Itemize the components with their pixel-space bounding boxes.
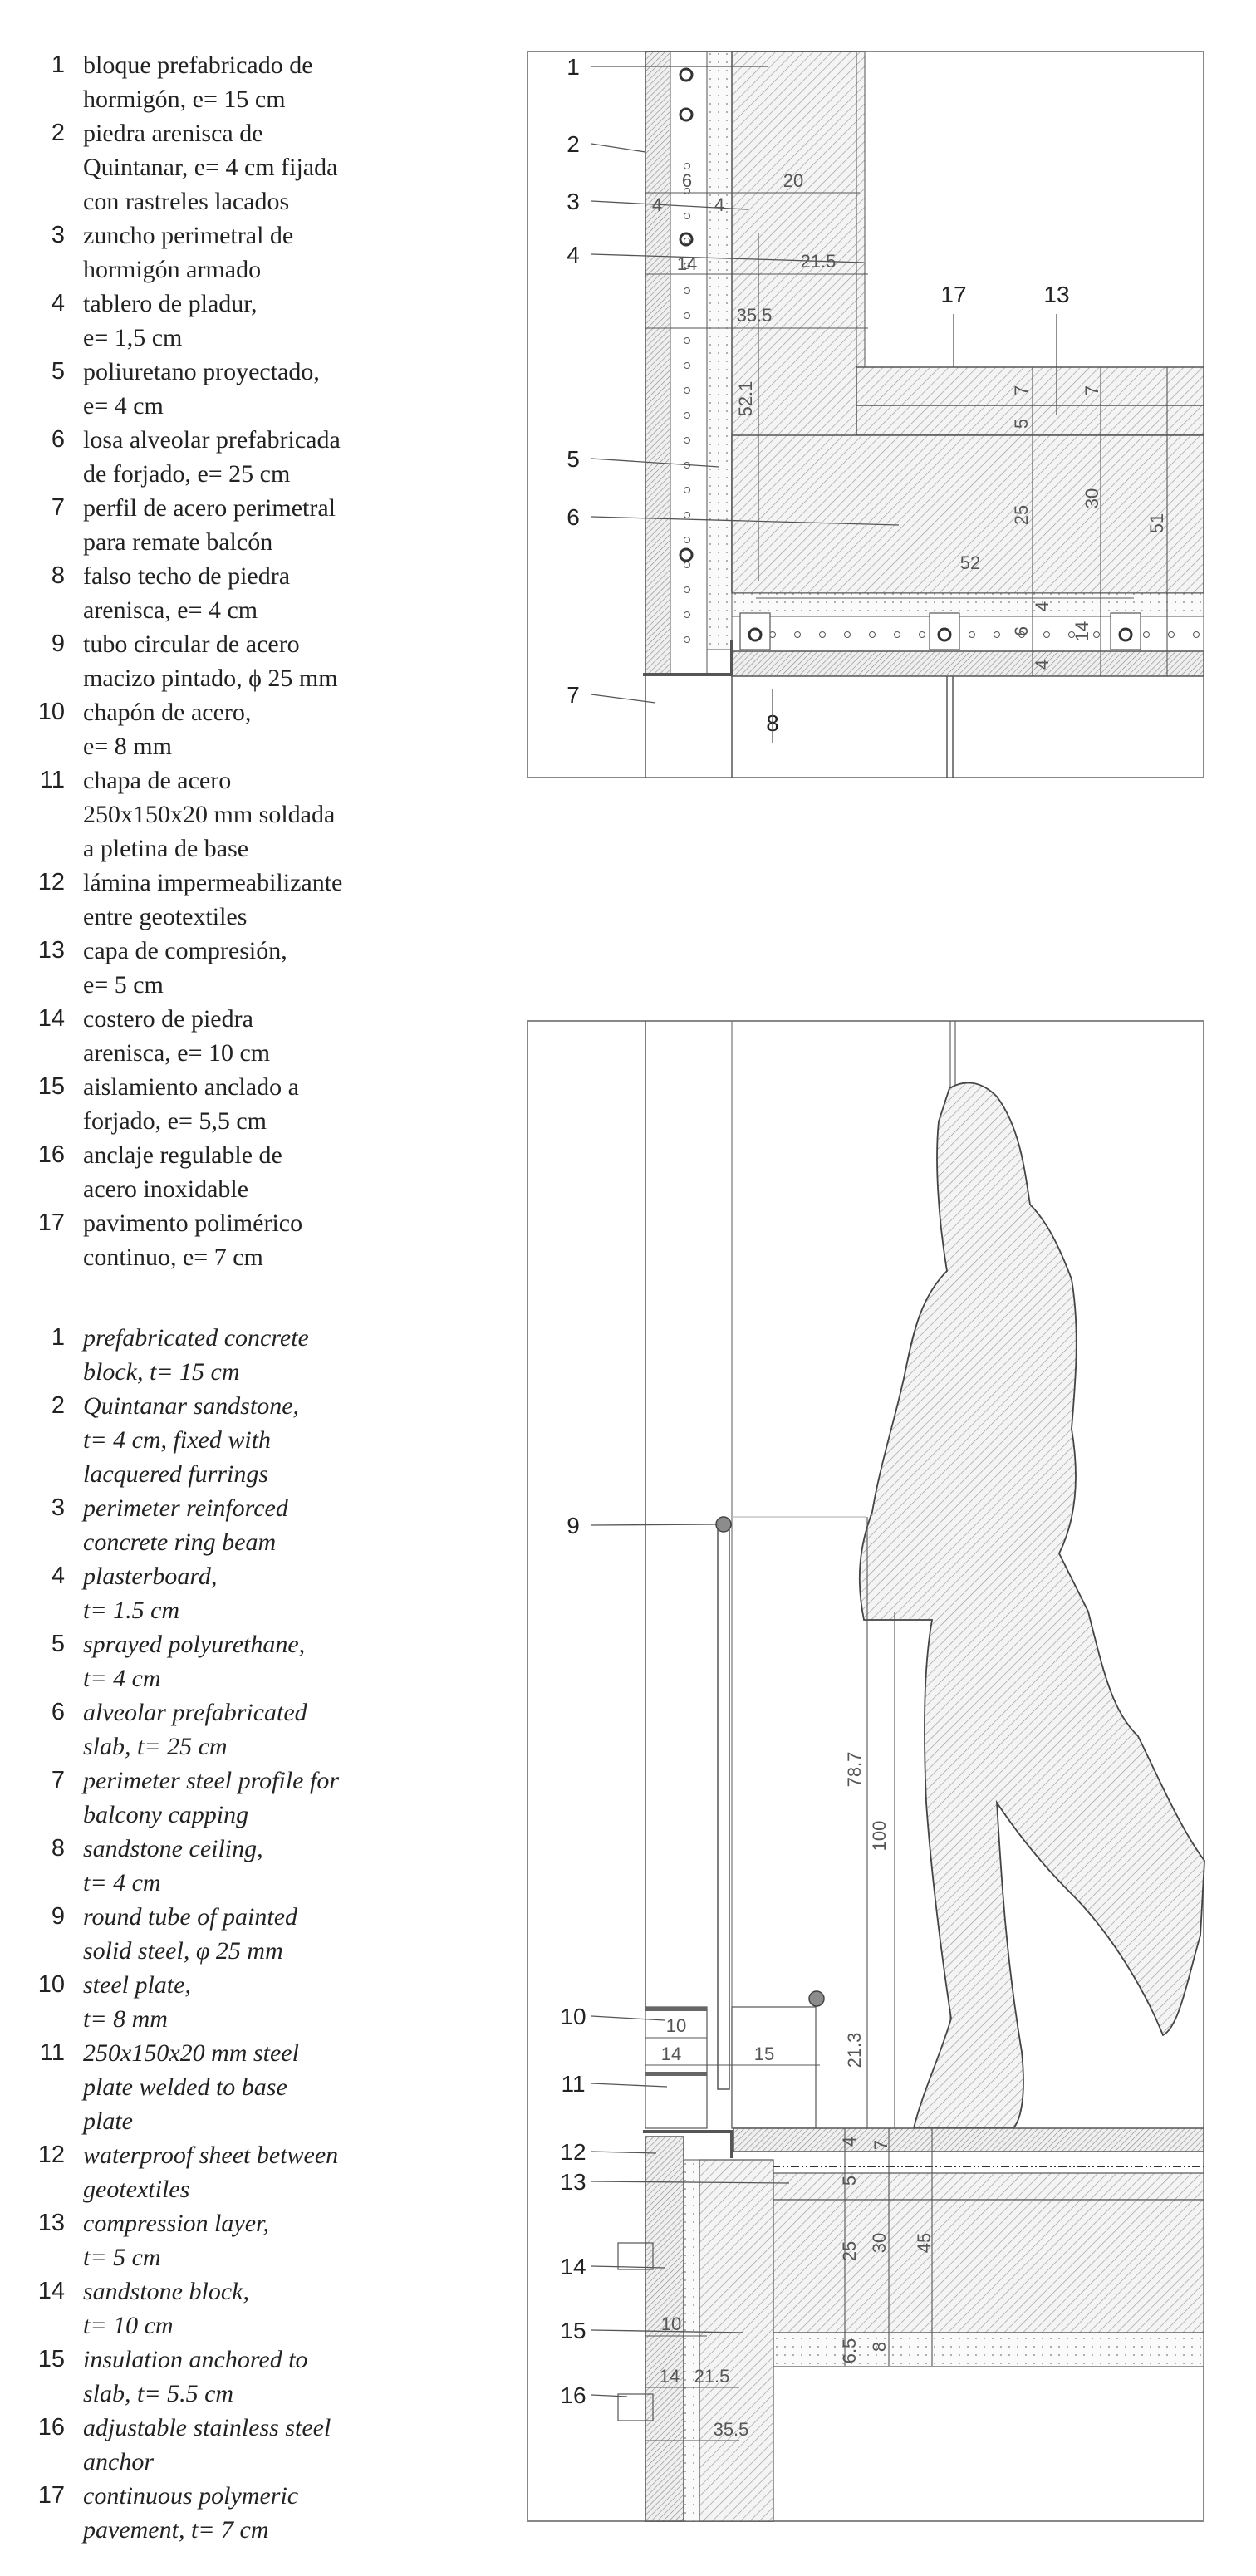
legend-number: 3 (51, 222, 65, 248)
alveolar-slab (733, 2200, 1204, 2333)
legend-number: 2 (51, 1392, 65, 1419)
callout-number: 6 (567, 504, 580, 530)
dimension-label: 6 (1011, 626, 1032, 637)
callout-number: 16 (560, 2382, 586, 2408)
callout-number: 13 (560, 2169, 586, 2195)
perforation (845, 632, 851, 638)
legend-text: aislamiento anclado a forjado, e= 5,5 cm (83, 1073, 299, 1135)
perforation (684, 513, 690, 518)
dimension-label: 5 (1011, 418, 1032, 429)
callout (567, 131, 645, 157)
dimension-label: 6.5 (839, 2338, 860, 2364)
callout-number: 15 (560, 2318, 586, 2343)
legend-text: tablero de pladur, e= 1,5 cm (83, 290, 258, 351)
plasterboard (856, 52, 865, 367)
legend-number: 9 (51, 1903, 65, 1930)
legend-number: 14 (37, 2278, 65, 2304)
legend-text: chapa de acero 250x150x20 mm soldada a pletina de base (83, 767, 336, 862)
perforation (684, 488, 690, 493)
callout (560, 2382, 627, 2408)
dimension-label: 7 (1082, 385, 1102, 396)
person-silhouette (860, 1082, 1204, 2128)
legend-number: 2 (51, 120, 65, 146)
legend-number: 1 (51, 52, 65, 78)
legend-number: 8 (51, 1835, 65, 1862)
bolt-icon (1120, 629, 1131, 640)
sandstone-ceiling (732, 651, 1204, 676)
perforation (684, 438, 690, 444)
dimension-label: 4 (839, 2136, 860, 2147)
dimension-label: 8 (869, 2341, 890, 2353)
callout-number: 2 (567, 131, 580, 157)
dimension-label: 4 (1032, 601, 1052, 612)
callout (560, 2139, 656, 2165)
perforation (969, 632, 975, 638)
callout (766, 689, 779, 743)
dimension-label: 21.5 (800, 251, 837, 272)
legend-number: 8 (51, 562, 65, 589)
legend-text: tubo circular de acero macizo pintado, ϕ 25 mm (83, 631, 338, 692)
callout-number: 13 (1043, 282, 1070, 307)
dimension-label: 4 (714, 194, 725, 215)
legend-text: alveolar prefabricated slab, t= 25 cm (83, 1699, 307, 1760)
legend-number: 14 (37, 1005, 65, 1032)
perforation (684, 338, 690, 344)
callout-number: 8 (766, 710, 779, 736)
legend-number: 4 (51, 290, 65, 316)
dimension-label: 5 (839, 2175, 860, 2186)
bolt-icon (680, 549, 692, 561)
ceiling-insulation (732, 2333, 1204, 2367)
perforation (895, 632, 900, 638)
legend-number: 17 (37, 1209, 65, 1236)
legend-text: bloque prefabricado de hormigón, e= 15 cm (83, 52, 313, 113)
legend-number: 17 (37, 2482, 65, 2509)
lower-rail-tube (809, 1991, 824, 2006)
perforation (684, 288, 690, 294)
callout (567, 1513, 718, 1538)
perforation (1044, 632, 1050, 638)
legend-number: 15 (37, 2346, 65, 2372)
bolt-icon (680, 69, 692, 81)
dimension-label: 7 (871, 2139, 891, 2151)
bolt-icon (749, 629, 761, 640)
legend-text: Quintanar sandstone, t= 4 cm, fixed with lacquered furrings (83, 1392, 300, 1488)
dimension-label: 30 (1082, 488, 1102, 509)
callout-number: 10 (560, 2004, 586, 2029)
perforation (684, 637, 690, 643)
legend-number: 15 (37, 1073, 65, 1100)
legend-text: perfil de acero perimetral para remate balcón (83, 494, 336, 556)
perforation (920, 632, 925, 638)
legend-number: 6 (51, 1699, 65, 1725)
legend-text: adjustable stainless steel anchor (83, 2414, 331, 2475)
dimension-label: 21.5 (694, 2366, 730, 2387)
perforation (1194, 632, 1200, 638)
legend-text: prefabricated concrete block, t= 15 cm (83, 1324, 309, 1386)
dimension-label: 25 (1011, 504, 1032, 526)
bolt-icon (939, 629, 950, 640)
dimension-label: 6 (681, 170, 693, 191)
legend-text: zuncho perimetral de hormigón armado (83, 222, 294, 283)
legend-number: 7 (51, 494, 65, 521)
steel-plate-top (645, 2007, 707, 2011)
dimension-label: 10 (665, 2015, 687, 2036)
perforation (684, 562, 690, 568)
dimension-label: 25 (839, 2240, 860, 2262)
callout-number: 11 (561, 2071, 586, 2097)
legend-text: steel plate, t= 8 mm (83, 1971, 191, 2033)
perforation (684, 363, 690, 369)
dimension-label: 52 (959, 552, 981, 573)
dimension-label: 7 (1011, 385, 1032, 396)
legend-text: 250x150x20 mm steel plate welded to base plate (83, 2039, 299, 2135)
callout-number: 1 (567, 54, 580, 80)
legend-number: 13 (37, 937, 65, 964)
sandstone-cladding (645, 52, 670, 675)
callout-number: 3 (567, 189, 580, 214)
legend-number: 10 (37, 1971, 65, 1998)
legend-text: plasterboard, t= 1.5 cm (83, 1563, 218, 1624)
legend-text: capa de compresión, e= 5 cm (83, 937, 287, 999)
perforation (1169, 632, 1175, 638)
leader-line (591, 2395, 627, 2397)
steel-plate-box (732, 2007, 816, 2128)
dimension-label: 14 (1072, 621, 1092, 642)
perforation (684, 238, 690, 244)
dimension-label: 14 (660, 2044, 682, 2064)
legend-number: 1 (51, 1324, 65, 1351)
legend-text: waterproof sheet between geotextiles (83, 2142, 339, 2203)
legend-number: 13 (37, 2210, 65, 2236)
legend-text: insulation anchored to slab, t= 5.5 cm (83, 2346, 308, 2407)
dimension-label: 35.5 (736, 305, 773, 326)
callout-number: 12 (560, 2139, 586, 2165)
perforation (1094, 632, 1100, 638)
callout (567, 682, 655, 708)
callout-number: 7 (567, 682, 580, 708)
legend-text: sandstone ceiling, t= 4 cm (83, 1835, 263, 1896)
perforation (820, 632, 826, 638)
legend-number: 5 (51, 1631, 65, 1657)
legend-text: piedra arenisca de Quintanar, e= 4 cm fijada con rastreles lacados (83, 120, 338, 215)
legend-text: perimeter steel profile for balcony capping (83, 1767, 339, 1828)
dimension-label: 20 (783, 170, 804, 191)
legend-text: costero de piedra arenisca, e= 10 cm (83, 1005, 271, 1067)
perforation (684, 612, 690, 618)
dimension-label: 10 (660, 2313, 682, 2334)
railing-post (718, 1524, 729, 2089)
perforation (684, 587, 690, 593)
legend-text: losa alveolar prefabricada de forjado, e= 25 cm (83, 426, 341, 488)
handrail-tube (716, 1517, 731, 1532)
polyurethane-layer (707, 52, 732, 650)
legend-number: 4 (51, 1563, 65, 1589)
dimension-label: 35.5 (713, 2419, 749, 2440)
legend-text: anclaje regulable de acero inoxidable (83, 1141, 282, 1203)
legend-text: falso techo de piedra arenisca, e= 4 cm (83, 562, 291, 624)
legend-number: 10 (37, 699, 65, 725)
dimension-label: 14 (659, 2366, 680, 2387)
legend-number: 12 (37, 869, 65, 895)
dimension-label: 78.7 (844, 1751, 865, 1788)
callout-number: 14 (560, 2254, 586, 2279)
legend-text: sandstone block, t= 10 cm (83, 2278, 249, 2339)
legend-text: compression layer, t= 5 cm (83, 2210, 269, 2271)
legend-number: 12 (37, 2142, 65, 2168)
leader-line (591, 144, 645, 152)
legend-text: perimeter reinforced concrete ring beam (83, 1494, 288, 1556)
callout-number: 17 (940, 282, 967, 307)
bolt-icon (680, 109, 692, 120)
legend-number: 9 (51, 631, 65, 657)
legend-number: 16 (37, 2414, 65, 2441)
legend-number: 3 (51, 1494, 65, 1521)
callout-number: 9 (567, 1513, 580, 1538)
dimension-label: 30 (869, 2232, 890, 2254)
ring-beam (699, 2160, 773, 2521)
perforation (684, 313, 690, 319)
perforation (684, 537, 690, 543)
legend-text: lámina impermeabilizante entre geotextiles (83, 869, 343, 930)
legend-number: 16 (37, 1141, 65, 1168)
dimension-label: 4 (651, 194, 663, 215)
perforation (684, 388, 690, 394)
legend-text: poliuretano proyectado, e= 4 cm (83, 358, 320, 420)
legend-text: round tube of painted solid steel, φ 25 mm (83, 1903, 298, 1965)
legend-number: 5 (51, 358, 65, 385)
perforation (795, 632, 801, 638)
dimension-label: 51 (1146, 513, 1167, 534)
legend-number: 6 (51, 426, 65, 453)
dimension-label: 14 (676, 253, 698, 274)
floor-pavement (733, 2128, 1204, 2152)
dimension-label: 4 (1032, 659, 1052, 670)
steel-plate-mid (645, 2072, 707, 2076)
dimension-label: 15 (753, 2044, 775, 2064)
perforation (684, 164, 690, 169)
legend-number: 7 (51, 1767, 65, 1793)
callout-number: 5 (567, 446, 580, 472)
perforation (684, 413, 690, 419)
legend-text: sprayed polyurethane, t= 4 cm (83, 1631, 306, 1692)
dimension-label: 100 (869, 1820, 890, 1852)
legend-number: 11 (39, 2039, 65, 2066)
legend-text: continuous polymeric pavement, t= 7 cm (83, 2482, 299, 2544)
perforation (1144, 632, 1150, 638)
dimension-label: 52.1 (735, 380, 756, 417)
leader-line (591, 1524, 718, 1525)
legend-number: 11 (39, 767, 65, 793)
perforation (870, 632, 876, 638)
perforation (994, 632, 1000, 638)
compression-layer (733, 2173, 1204, 2200)
callout (940, 282, 966, 367)
upper-section (527, 52, 1204, 778)
insulation-strip (684, 2160, 699, 2521)
callout-number: 4 (567, 242, 580, 267)
legend-text: chapón de acero, e= 8 mm (83, 699, 252, 760)
dimension-label: 45 (914, 2232, 935, 2254)
perforation (684, 213, 690, 219)
dimension-label: 21.3 (844, 2032, 865, 2068)
legend-text: pavimento polimérico continuo, e= 7 cm (83, 1209, 303, 1271)
lower-section (527, 1021, 1204, 2521)
